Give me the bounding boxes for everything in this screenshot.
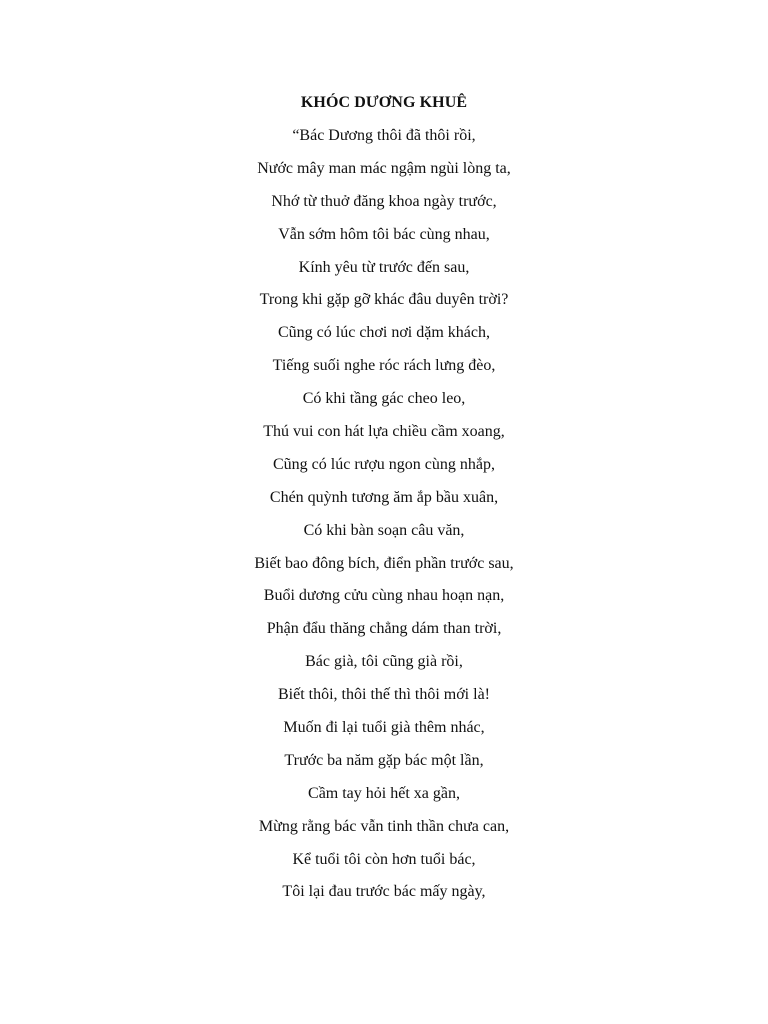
poem-line: Tiếng suối nghe róc rách lưng đèo, — [272, 357, 496, 375]
poem-line: Bác già, tôi cũng già rồi, — [305, 653, 463, 671]
poem-line: Tôi lại đau trước bác mấy ngày, — [282, 883, 486, 901]
poem-line: Chén quỳnh tương ăm ắp bầu xuân, — [269, 488, 499, 506]
poem-line: Muốn đi lại tuổi già thêm nhác, — [283, 719, 485, 737]
poem-line: Biết bao đông bích, điển phần trước sau, — [254, 554, 514, 572]
poem-line: Kính yêu từ trước đến sau, — [298, 258, 470, 276]
poem-body — [0, 125, 768, 914]
poem-line: Nước mây man mác ngậm ngùi lòng ta, — [257, 159, 511, 177]
poem-line: “Bác Dương thôi đã thôi rồi, — [292, 127, 476, 144]
poem-line: Kể tuổi tôi còn hơn tuổi bác, — [292, 850, 476, 868]
poem-line: Cũng có lúc chơi nơi dặm khách, — [278, 324, 490, 342]
poem-line: Biết thôi, thôi thế thì thôi mới là! — [278, 686, 490, 704]
poem-line: Trước ba năm gặp bác một lần, — [284, 751, 484, 769]
poem-line: Phận đẩu thăng chẳng dám than trời, — [266, 620, 502, 638]
poem-line: Nhớ từ thuở đăng khoa ngày trước, — [271, 192, 497, 210]
poem-title: KHÓC DƯƠNG KHUÊ — [300, 94, 468, 111]
poem-line: Buổi dương cửu cùng nhau hoạn nạn, — [263, 587, 505, 605]
poem-line: Có khi bàn soạn câu văn, — [303, 521, 465, 539]
poem-line: Trong khi gặp gỡ khác đâu duyên trời? — [259, 291, 509, 309]
poem-line: Cầm tay hỏi hết xa gần, — [308, 784, 460, 802]
poem-line: Có khi tầng gác cheo leo, — [302, 390, 466, 408]
poem-line: Mừng rằng bác vẫn tinh thần chưa can, — [258, 817, 510, 835]
poem-line: Cũng có lúc rượu ngon cùng nhắp, — [273, 455, 495, 473]
poem-line: Thú vui con hát lựa chiều cầm xoang, — [263, 423, 505, 441]
poem-line: Vẫn sớm hôm tôi bác cùng nhau, — [278, 225, 490, 243]
